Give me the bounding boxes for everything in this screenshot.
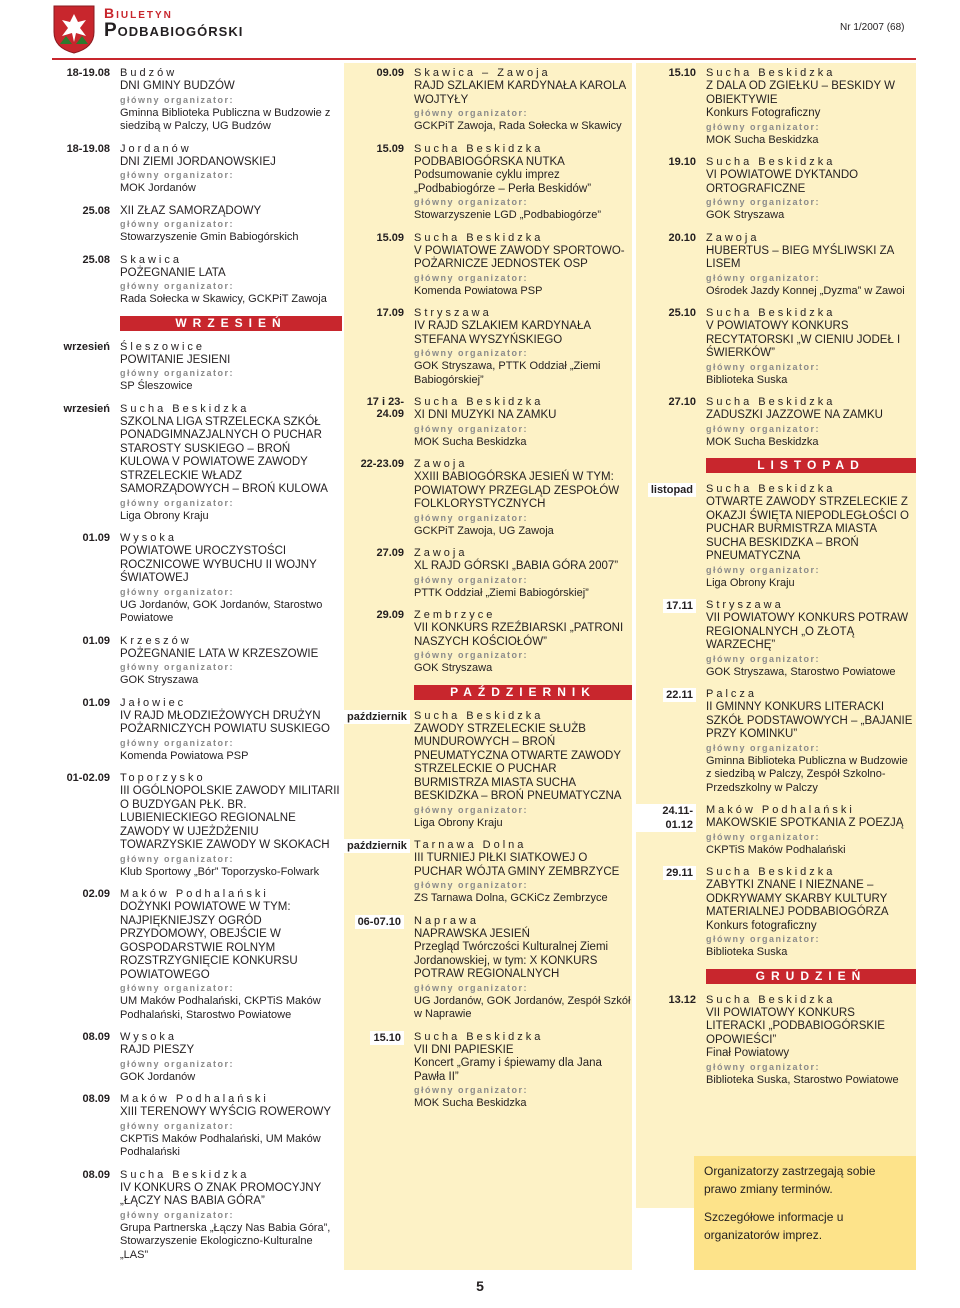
event-item [50,403,342,524]
event-item [636,866,916,960]
disclaimer-note [694,1156,916,1270]
event-date: 01.09 [82,696,110,709]
organizer-label: główny organizator: [706,361,820,372]
event-item [636,67,916,147]
event-date: 29.09 [376,609,404,621]
event-place: Naprawa [414,914,480,927]
event-date: 17 i 23-24.09 [366,396,404,420]
event-title: VII POWIATOWY KONKURS LITERACKI „PODBABIOGÓRSKIE OPOWIEŚCI” [706,1006,885,1046]
event-place: Zawoja [414,547,468,559]
event-item [50,1031,342,1084]
event-title: RAJD SZLAKIEM KARDYNAŁA KAROLA WOJTYŁY [414,80,626,106]
event-organizer: CKPTiS Maków Podhalański, UM Maków Podhalański [120,1132,321,1158]
event-item [344,710,632,831]
event-organizer: Biblioteka Suska [706,373,788,386]
event-organizer: Biblioteka Suska [706,946,788,958]
organizer-label: główny organizator: [706,934,820,944]
event-organizer: Stowarzyszenie Gmin Babiogórskich [120,231,299,243]
coat-of-arms-icon [52,4,96,54]
event-organizer: Stowarzyszenie LGD „Podbabiogórze” [414,209,602,221]
event-item [636,232,916,299]
event-date [636,866,696,880]
event-organizer: GOK Stryszawa [706,209,785,221]
event-subtitle: Podsumowanie cyklu imprez „Podbabiogórze – Perła Beskidów” [414,169,592,195]
event-organizer: GCKPiT Zawoja, Rada Sołecka w Skawicy [414,120,622,132]
event-place: Sucha Beskidzka [706,483,836,495]
event-date: 17.09 [376,307,404,319]
event-title: RAJD PIESZY [120,1044,195,1056]
event-date: 02.09 [82,888,110,900]
event-date: 15.09 [376,142,404,155]
event-organizer: Komenda Powiatowa PSP [414,284,543,297]
event-item [50,205,342,245]
organizer-label: główny organizator: [120,94,234,105]
event-item [636,396,916,449]
event-place: Sucha Beskidzka [414,142,544,155]
event-organizer: Komenda Powiatowa PSP [120,749,249,762]
event-subtitle: Przegląd Twórczości Kulturalnej Ziemi Jordanowskiej, w tym: X KONKURS POTRAW REGIONALNYCH [414,941,609,980]
issue-number: Nr 1/2007 (68) [840,22,905,33]
event-organizer: Liga Obrony Kraju [706,576,795,589]
event-organizer: GOK Stryszawa [414,662,493,674]
page-number: 5 [476,1278,484,1294]
organizer-label: główny organizator: [120,662,234,672]
event-place: Sucha Beskidzka [414,1030,544,1043]
event-item [636,688,916,795]
event-place: Zembrzyce [414,609,496,621]
organizer-label: główny organizator: [120,368,234,378]
event-title: POWIATOWE UROCZYSTOŚCI ROCZNICOWE WYBUCHU II WOJNY ŚWIATOWEJ [120,545,317,584]
organizer-label: główny organizator: [414,574,528,585]
event-place: Maków Podhalański [120,1093,269,1105]
event-title: POŻEGNANIE LATA W KRZESZOWIE [120,647,319,660]
event-organizer: GOK Stryszawa, PTTK Oddział „Ziemi Babiogórskiej” [414,360,601,386]
event-date: 15.09 [376,231,404,244]
organizer-label: główny organizator: [706,564,820,575]
event-place: Zawoja [414,458,468,470]
event-place: Sucha Beskidzka [706,866,836,878]
event-place: Sucha Beskidzka [120,1168,250,1181]
event-item [344,143,632,223]
event-date [344,915,404,929]
event-title: DNI ZIEMI JORDANOWSKIEJ [120,155,276,168]
event-place: Sucha Beskidzka [414,231,544,244]
month-header: LISTOPAD [706,458,916,473]
event-title: POWITANIE JESIENI [120,353,231,366]
organizer-label: główny organizator: [414,982,528,993]
event-place: Sucha Beskidzka [706,396,836,408]
event-organizer: UM Maków Podhalański, CKPTiS Maków Podhalański, Starostwo Powiatowe [120,995,321,1021]
event-organizer: GOK Jordanów [120,1070,196,1083]
organizer-label: główny organizator: [120,170,234,180]
event-date: 25.08 [82,204,110,217]
event-title: III OGÓLNOPOLSKIE ZAWODY MILITARII O BUZDYGAN PŁK. BR. LUBIENIECKIEGO REGIONALNE ZAWODY W UJEŻDŻENIU TOWARZYSKIE ZAWODY W SKOKACH [120,785,340,851]
event-item [344,232,632,299]
event-organizer: Liga Obrony Kraju [414,816,503,829]
event-date: 01-02.09 [66,772,110,784]
event-title: IV KONKURS O ZNAK PROMOCYJNY „ŁĄCZY NAS BABIA GÓRA” [120,1181,322,1207]
event-item [50,888,342,1022]
event-place: Toporzysko [120,772,206,784]
event-title: V POWIATOWY KONKURS RECYTATORSKI „W CIENIU JODEŁ I ŚWIERKÓW” [706,320,901,359]
event-date-label: 24.11-01.12 [636,804,696,832]
event-place: Sucha Beskidzka [706,307,836,319]
event-title: XII ZŁAZ SAMORZĄDOWY [120,204,262,217]
event-item [344,396,632,449]
organizer-label: główny organizator: [706,831,820,842]
event-organizer: MOK Sucha Beskidzka [414,435,527,448]
event-item [50,143,342,196]
organizer-label: główny organizator: [706,1061,820,1072]
event-item [636,156,916,223]
event-place: Zawoja [706,231,760,244]
event-title: ZABYTKI ZNANE I NIEZNANE – ODKRYWAMY SKARBY KULTURY MATERIALNEJ PODBABIOGÓRZA [706,879,889,918]
event-place: Sucha Beskidzka [120,402,250,415]
event-date: 13.12 [668,993,696,1006]
event-title: VII POWIATOWY KONKURS POTRAW REGIONALNYCH „O ZŁOTĄ WARZECHĘ” [706,612,909,651]
organizer-label: główny organizator: [414,197,528,207]
event-date [636,483,696,497]
event-date-label: 06-07.10 [355,915,404,929]
organizer-label: główny organizator: [414,512,528,523]
event-item [344,307,632,387]
event-date: wrzesień [63,340,110,353]
event-title: ZAWODY STRZELECKIE SŁUŻB MUNDUROWYCH – BROŃ PNEUMATYCZNA OTWARTE ZAWODY STRZELECKIE O PUCHAR BURMISTRZA MIASTA SUCHA BESKIDZKA – BROŃ PNEUMATYCZNA [414,722,622,802]
month-header: WRZESIEŃ [120,316,342,331]
event-organizer: MOK Sucha Beskidzka [706,133,819,146]
organizer-label: główny organizator: [414,804,528,815]
event-date: 18-19.08 [66,142,110,155]
event-organizer: GOK Stryszawa, Starostwo Powiatowe [706,665,896,678]
event-date: 27.09 [376,547,404,559]
note-line-1: Organizatorzy zastrzegają sobie prawo zmiany terminów. [704,1164,876,1196]
event-title: Z DALA OD ZGIEŁKU – BESKIDY W OBIEKTYWIE [706,80,895,106]
organizer-label: główny organizator: [414,348,528,358]
event-place: Sucha Beskidzka [414,396,544,408]
organizer-label: główny organizator: [120,853,234,864]
event-date: 20.10 [668,231,696,244]
organizer-label: główny organizator: [120,219,234,229]
event-title: XL RAJD GÓRSKI „BABIA GÓRA 2007” [414,560,619,572]
organizer-label: główny organizator: [120,586,234,597]
organizer-label: główny organizator: [706,272,820,283]
event-date: 22-23.09 [360,458,404,470]
events-column-3 [636,63,916,1208]
event-place: Śleszowice [120,340,206,353]
organizer-label: główny organizator: [120,983,234,993]
event-item [50,341,342,394]
event-date-label: listopad [648,483,696,497]
month-header: PAŹDZIERNIK [414,685,632,700]
event-item [344,458,632,538]
event-organizer: Liga Obrony Kraju [120,509,209,522]
event-organizer: SP Śleszowice [120,380,193,392]
event-place: Sucha Beskidzka [706,67,836,79]
event-date-label: październik [344,710,410,724]
event-title: PODBABIOGÓRSKA NUTKA [414,155,565,168]
event-title: SZKOLNA LIGA STRZELECKA SZKÓŁ PONADGIMNAZJALNYCH O PUCHAR STAROSTY SUSKIEGO – BROŃ KULOWA V POWIATOWE ZAWODY STRZELECKIE WŁADZ SAMORZĄDOWYCH – BROŃ KULOWA [120,415,328,495]
event-item [50,1093,342,1160]
event-item [344,915,632,1022]
event-date: 19.10 [668,156,696,168]
event-date [636,804,696,832]
event-item [50,1169,342,1263]
events-column-1 [50,63,342,1270]
event-place: Skawica – Zawoja [414,67,551,79]
event-subtitle: Konkurs fotograficzny [706,919,817,932]
publication-brand [104,6,243,41]
event-title: MAKOWSKIE SPOTKANIA Z POEZJĄ [706,817,904,829]
event-item [344,67,632,134]
organizer-label: główny organizator: [706,197,820,207]
event-item [50,254,342,307]
event-organizer: CKPTiS Maków Podhalański [706,843,846,856]
organizer-label: główny organizator: [414,108,528,118]
event-item [636,994,916,1088]
event-organizer: MOK Jordanów [120,182,196,194]
event-organizer: Gminna Biblioteka Publiczna w Budzowie z siedzibą w Palczy, UG Budzów [120,106,331,132]
event-title: II GMINNY KONKURS LITERACKI SZKÓŁ PODSTAWOWYCH – „BAJANIE PRZY KOMINKU” [706,701,913,740]
event-item [344,1031,632,1111]
event-item [344,609,632,676]
event-organizer: MOK Sucha Beskidzka [706,435,819,448]
event-date: 08.09 [82,1031,110,1043]
event-item [636,483,916,590]
event-organizer: GCKPiT Zawoja, UG Zawoja [414,524,554,537]
event-organizer: Grupa Partnerska „Łączy Nas Babia Góra”, Stowarzyszenie Ekologiczno-Kulturalne „LAS” [120,1221,331,1261]
organizer-label: główny organizator: [120,497,234,508]
event-date-label: 15.10 [370,1031,404,1045]
event-item [636,307,916,387]
event-date: 08.09 [82,1168,110,1181]
event-organizer: Klub Sportowy „Bór” Toporzysko-Folwark [120,865,320,878]
event-title: III TURNIEJ PIŁKI SIATKOWEJ O PUCHAR WÓJTA GMINY ZEMBRZYCE [414,852,620,878]
organizer-label: główny organizator: [120,1058,234,1069]
event-place: Wysoka [120,1031,178,1043]
event-date: 09.09 [376,67,404,79]
event-date: 27.10 [668,396,696,408]
organizer-label: główny organizator: [120,281,234,291]
event-title: IV RAJD MŁODZIEŻOWYCH DRUŻYN POŻARNICZYCH POWIATU SUSKIEGO [120,709,330,735]
event-subtitle: Finał Powiatowy [706,1047,790,1059]
event-organizer: Gminna Biblioteka Publiczna w Budzowie z siedzibą w Palczy, Zespół Szkolno-Przedszkolny w Palczy [706,754,908,794]
event-title: DOŻYNKI POWIATOWE W TYM: NAJPIĘKNIEJSZY OGRÓD PRZYDOMOWY, OBEJŚCIE W GOSPODARSTWIE ROLNYM ROZSTRZYGNIĘCIE KONKURSU POWIATOWEGO [120,901,298,981]
event-title: XIII TERENOWY WYŚCIG ROWEROWY [120,1106,332,1118]
header-divider [52,58,916,60]
event-date: 25.10 [668,307,696,319]
event-organizer: Ośrodek Jazdy Konnej „Dyzma” w Zawoi [706,284,905,297]
brand-line-1: Biuletyn [104,5,173,21]
event-organizer: ZS Tarnawa Dolna, GCKiCz Zembrzyce [414,892,608,904]
event-item [50,635,342,688]
brand-line-2: Podbabiogórski [104,20,244,41]
event-item [636,804,916,857]
event-organizer: Biblioteka Suska, Starostwo Powiatowe [706,1073,899,1086]
event-organizer: Rada Sołecka w Skawicy, GCKPiT Zawoja [120,293,327,305]
organizer-label: główny organizator: [120,737,234,748]
event-date: 18-19.08 [66,67,110,79]
event-date: 25.08 [82,253,110,266]
event-place: Wysoka [120,532,178,544]
event-title: ZADUSZKI JAZZOWE NA ZAMKU [706,409,883,421]
organizer-label: główny organizator: [414,423,528,434]
organizer-label: główny organizator: [414,650,528,660]
event-date: wrzesień [63,402,110,415]
event-date [344,1031,404,1045]
event-place: Maków Podhalański [706,804,855,816]
organizer-label: główny organizator: [706,742,820,753]
event-place: Sucha Beskidzka [706,156,836,168]
event-title: IV RAJD SZLAKIEM KARDYNAŁA STEFANA WYSZYŃSKIEGO [414,320,591,346]
organizer-label: główny organizator: [414,272,528,283]
event-title: VII KONKURS RZEŹBIARSKI „PATRONI NASZYCH KOŚCIOŁÓW” [414,622,624,648]
event-date: 15.10 [668,67,696,79]
organizer-label: główny organizator: [120,1120,234,1131]
event-title: XXIII BABIOGÓRSKA JESIEŃ W TYM: POWIATOWY PRZEGLĄD ZESPOŁÓW FOLKLORYSTYCZNYCH [414,471,620,510]
event-organizer: UG Jordanów, GOK Jordanów, Zespół Szkół w Naprawie [414,994,631,1020]
event-organizer: GOK Stryszawa [120,674,199,686]
event-title: VII DNI PAPIESKIE [414,1043,514,1056]
event-item [50,67,342,134]
event-date [636,688,696,702]
event-title: NAPRAWSKA JESIEŃ [414,927,530,940]
event-title: OTWARTE ZAWODY STRZELECKIE Z OKAZJI ŚWIĘTA NIEPODLEGŁOŚCI O PUCHAR BURMISTRZA MIASTA SUCHA BESKIDZKA – BROŃ PNEUMATYCZNA [706,496,909,562]
month-header: GRUDZIEŃ [706,969,916,984]
event-place: Jordanów [120,142,192,155]
event-date [636,599,696,613]
event-date: 08.09 [82,1093,110,1105]
organizer-label: główny organizator: [706,653,820,664]
event-place: Skawica [120,253,182,266]
event-organizer: MOK Sucha Beskidzka [414,1097,527,1109]
event-place: Krzeszów [120,634,192,647]
event-organizer: PTTK Oddział „Ziemi Babiogórskiej” [414,586,589,599]
events-column-2 [344,63,632,1270]
event-item [344,547,632,600]
event-place: Stryszawa [414,307,492,319]
event-place: Sucha Beskidzka [706,993,836,1006]
event-title: V POWIATOWE ZAWODY SPORTOWO-POŻARNICZE JEDNOSTEK OSP [414,244,625,270]
event-place: Palcza [706,688,758,700]
event-place: Jałowiec [120,696,187,709]
event-title: DNI GMINY BUDZÓW [120,80,235,92]
event-place: Sucha Beskidzka [414,709,544,722]
page-header [0,0,960,58]
event-title: VI POWIATOWE DYKTANDO ORTOGRAFICZNE [706,169,859,195]
event-place: Stryszawa [706,599,784,611]
event-item [344,839,632,906]
event-date-label: 22.11 [663,688,696,702]
event-title: HUBERTUS – BIEG MYŚLIWSKI ZA LISEM [706,244,894,270]
event-organizer: UG Jordanów, GOK Jordanów, Starostwo Powiatowe [120,598,323,624]
event-date: 01.09 [82,532,110,544]
organizer-label: główny organizator: [706,423,820,434]
event-title: XI DNI MUZYKI NA ZAMKU [414,409,557,421]
event-date-label: 17.11 [663,599,696,613]
event-item [50,532,342,626]
event-item [50,772,342,879]
event-date-label: 29.11 [663,866,696,880]
note-line-2: Szczegółowe informacje u organizatorów imprez. [704,1210,844,1242]
event-date [344,710,407,724]
organizer-label: główny organizator: [414,880,528,890]
event-place: Maków Podhalański [120,888,269,900]
organizer-label: główny organizator: [120,1209,234,1220]
event-place: Budzów [120,67,178,79]
event-item [636,599,916,679]
event-date-label: październik [344,839,410,853]
event-item [50,697,342,764]
event-date [344,839,407,853]
organizer-label: główny organizator: [706,121,820,132]
event-place: Tarnawa Dolna [414,839,527,851]
event-title: POŻEGNANIE LATA [120,266,226,279]
event-subtitle: Konkurs Fotograficzny [706,107,821,119]
event-subtitle: Koncert „Gramy i śpiewamy dla Jana Pawła II” [414,1057,602,1083]
event-date: 01.09 [82,634,110,647]
organizer-label: główny organizator: [414,1085,528,1095]
